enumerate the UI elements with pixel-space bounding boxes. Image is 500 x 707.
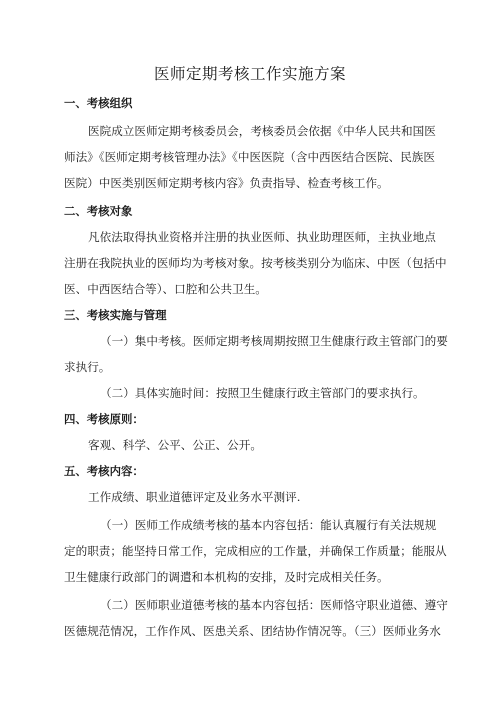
section-5-para-2-line-3: 卫生健康行政部门的调遣和本机构的安排，及时完成相关任务。	[64, 570, 389, 584]
section-5-para-1: 工作成绩、职业道德评定及业务水平测评.	[88, 490, 301, 504]
section-4-heading: 四、考核原则：	[64, 412, 144, 426]
section-2-text-line-1: 凡依法取得执业资格并注册的执业医师、执业助理医师，主执业地点	[88, 230, 436, 244]
section-4-text: 客观、科学、公平、公正、公开。	[88, 438, 262, 452]
section-3-para-2-line-1: （二）具体实施时间：按照卫生健康行政主管部门的要求执行。	[100, 386, 425, 400]
section-3-para-1-line-2: 求执行。	[64, 360, 111, 374]
section-5-para-2-line-1: （一）医师工作成绩考核的基本内容包括：能认真履行有关法规规	[100, 518, 437, 532]
section-1-text-line-3: 医院）中医类别医师定期考核内容》负责指导、检查考核工作。	[64, 176, 389, 190]
section-1-text-line-2: 师法》《医师定期考核管理办法》《中医医院（含中西医结合医院、民族医	[64, 150, 435, 164]
section-1-heading: 一、考核组织	[64, 96, 133, 110]
section-3-heading: 三、考核实施与管理	[64, 308, 167, 322]
section-5-para-3-line-1: （二）医师职业道德考核的基本内容包括：医师恪守职业道德、遵守	[100, 598, 448, 612]
document-title: 医师定期考核工作实施方案	[153, 65, 346, 83]
section-3-para-1-line-1: （一）集中考核。医师定期考核周期按照卫生健康行政主管部门的要	[100, 334, 448, 348]
section-5-heading: 五、考核内容：	[64, 464, 144, 478]
section-2-text-line-2: 注册在我院执业的医师均为考核对象。按考核类别分为临床、中医（包括中	[64, 256, 447, 270]
section-1-text-line-1: 医院成立医师定期考核委员会，考核委员会依据《中华人民共和国医	[88, 124, 436, 138]
section-2-heading: 二、考核对象	[64, 204, 133, 218]
section-5-para-3-line-2: 医德规范情况，工作作风、医患关系、团结协作情况等。（三）医师业务水	[64, 624, 441, 638]
section-5-para-2-line-2: 定的职责；能坚持日常工作，完成相应的工作量，并确保工作质量；能服从	[64, 544, 447, 558]
section-2-text-line-3: 医、中西医结合等）、口腔和公共卫生。	[64, 282, 267, 296]
